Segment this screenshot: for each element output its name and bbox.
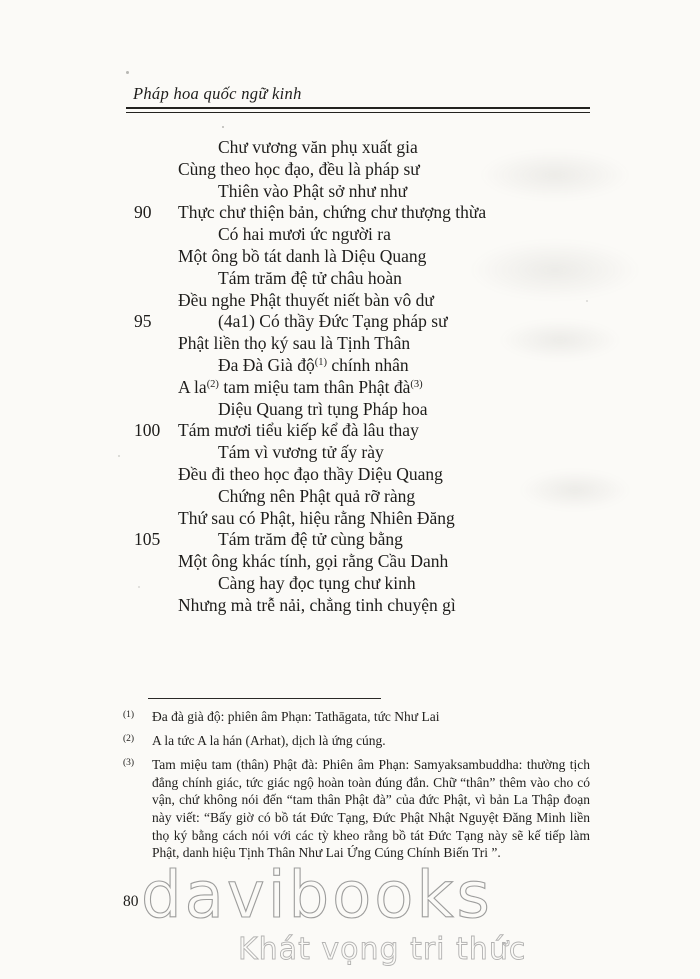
verse-text: Tám trăm đệ tử cùng bằng	[218, 529, 403, 550]
footnote-text: Tam miệu tam (thân) Phật đà: Phiên âm Phạn: Samyaksambuddha: thường tịch đẳng chính giác, tức giác ngộ hoàn toàn đúng đắn. Chữ “thân” thêm vào cho có vận, chứ không nói đến “tam thân Phật đà” của đức Phật, vì bản La Thập đoạn này viết: “Bấy giờ có bồ tát Đức Tạng, Đức Phật Nhật Nguyệt Đăng Minh liền thọ ký bằng cách nói với các tỳ kheo rằng bồ tát Đức Tạng này sẽ kế tiếp làm Phật, danh hiệu Tịnh Thân Như Lai Ứng Cúng Chính Biến Tri ”.	[152, 757, 590, 861]
verse-text: Tám mươi tiểu kiếp kể đà lâu thay	[178, 420, 419, 441]
footnote-reference: (3)	[410, 378, 423, 390]
footnote-text: Đa đà già độ: phiên âm Phạn: Tathāgata, tức Như Lai	[152, 709, 440, 724]
verse-text: Phật liền thọ ký sau là Tịnh Thân	[178, 333, 411, 354]
verse-number: 100	[134, 420, 161, 441]
verse-line	[0, 399, 700, 421]
verse-line	[0, 551, 700, 573]
verse-line	[0, 573, 700, 595]
verse-line	[0, 181, 700, 203]
footnote-marker: (2)	[123, 734, 135, 745]
verse-text: Có hai mươi ức người ra	[218, 224, 391, 245]
verse-number: 90	[134, 202, 152, 223]
verse-text: (4a1) Có thầy Đức Tạng pháp sư	[218, 311, 448, 332]
verse-list	[0, 137, 700, 617]
verse-line	[0, 420, 700, 442]
verse-line	[0, 333, 700, 355]
footnote-separator	[148, 698, 381, 699]
verse-text: Tám vì vương tử ấy rày	[218, 442, 384, 463]
scan-speck	[126, 71, 129, 74]
header-double-rule	[126, 107, 590, 113]
verse-line	[0, 442, 700, 464]
running-header: Pháp hoa quốc ngữ kinh	[133, 84, 302, 103]
verse-text: Chư vương văn phụ xuất gia	[218, 137, 418, 157]
verse-text: Tám trăm đệ tử châu hoàn	[218, 267, 402, 288]
verse-line	[0, 290, 700, 312]
footnote-item	[123, 708, 590, 726]
verse-number: 105	[134, 529, 161, 550]
verse-text: Càng hay đọc tụng chư kinh	[218, 572, 416, 593]
scan-speck	[222, 126, 224, 128]
verse-text: Một ông bồ tát danh là Diệu Quang	[178, 245, 427, 266]
verse-line	[0, 486, 700, 508]
verse-line	[0, 595, 700, 617]
verse-text: Đều đi theo học đạo thầy Diệu Quang	[178, 463, 443, 484]
footnote-reference: (2)	[206, 378, 219, 390]
verse-line	[0, 355, 700, 377]
verse-number: 95	[134, 311, 152, 332]
verse-line	[0, 246, 700, 268]
verse-text: A $la^{(2)}$ tam miệu tam thân Phật $đà^{(3)}$	[178, 376, 423, 397]
footnote-marker: (3)	[123, 758, 135, 769]
verse-line	[0, 508, 700, 530]
verse-line	[0, 377, 700, 399]
footnote-reference: (1)	[314, 356, 327, 368]
verse-text: Thiên vào Phật sở như như	[218, 180, 408, 201]
watermark-brand: davibooks	[141, 859, 493, 933]
verse-text: Đều nghe Phật thuyết niết bàn vô dư	[178, 289, 434, 310]
verse-line	[0, 268, 700, 290]
verse-text: Thứ sau có Phật, hiệu rằng Nhiên Đăng	[178, 507, 455, 528]
verse-line	[0, 311, 700, 333]
verse-text: Thực chư thiện bản, chứng chư thượng thừa	[178, 202, 487, 223]
verse-text: Đa Đà Già độ$^{(1)}$ chính nhân	[218, 354, 409, 375]
footnote-item	[123, 756, 590, 862]
page-number: 80	[123, 893, 139, 910]
verse-text: Cùng theo học đạo, đều là pháp sư	[178, 158, 420, 179]
verse-text: Nhưng mà trễ nải, chẳng tinh chuyện gì	[178, 594, 456, 615]
verse-line	[0, 529, 700, 551]
verse-line	[0, 464, 700, 486]
footnote-item	[123, 732, 590, 750]
watermark-slogan: Khát vọng tri thức	[238, 932, 527, 967]
footnote-list	[123, 708, 590, 868]
verse-line	[0, 202, 700, 224]
verse-line	[0, 137, 700, 159]
verse-text: Chứng nên Phật quả rỡ ràng	[218, 485, 416, 506]
verse-text: Một ông khác tính, gọi rằng Cầu Danh	[178, 551, 449, 572]
verse-line	[0, 159, 700, 181]
verse-line	[0, 224, 700, 246]
footnote-text: A la tức A la hán (Arhat), dịch là ứng cúng.	[152, 733, 386, 749]
verse-text: Diệu Quang trì tụng Pháp hoa	[218, 398, 428, 419]
footnote-marker: (1)	[123, 710, 135, 720]
